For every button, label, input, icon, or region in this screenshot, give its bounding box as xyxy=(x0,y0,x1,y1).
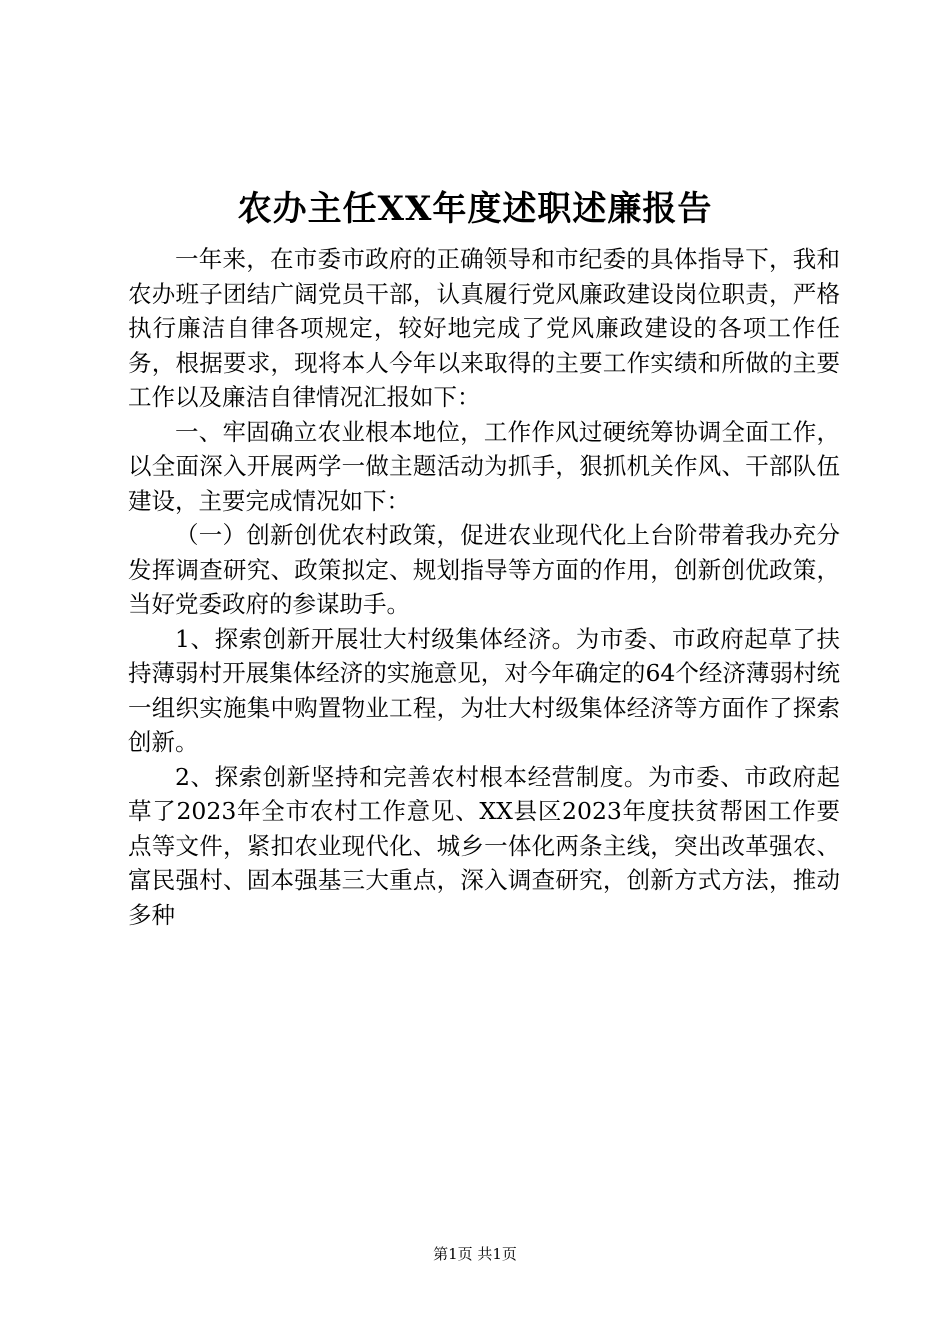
page-title: 农办主任XX年度述职述廉报告 xyxy=(237,189,713,229)
document-body xyxy=(128,242,840,932)
paragraph-subsection-1: （一）创新创优农村政策，促进农业现代化上台阶带着我办充分发挥调查研究、政策拟定、规划指导等方面的作用，创新创优政策，当好党委政府的参谋助手。 xyxy=(128,521,840,618)
paragraph-item-1: 1、探索创新开展壮大村级集体经济。为市委、市政府起草了扶持薄弱村开展集体经济的实施意见，对今年确定的64个经济薄弱村统一组织实施集中购置物业工程，为壮大村级集体经济等方面作了探索创新。 xyxy=(128,624,840,756)
paragraph-item-2: 2、探索创新坚持和完善农村根本经营制度。为市委、市政府起草了2023年全市农村工作意见、XX县区2023年度扶贫帮困工作要点等文件，紧扣农业现代化、城乡一体化两条主线，突出改革强农、富民强村、固本强基三大重点，深入调查研究，创新方式方法，推动多种 xyxy=(128,762,840,929)
paragraph-intro: 一年来，在市委市政府的正确领导和市纪委的具体指导下，我和农办班子团结广阔党员干部，认真履行党风廉政建设岗位职责，严格执行廉洁自律各项规定，较好地完成了党风廉政建设的各项工作任务，根据要求，现将本人今年以来取得的主要工作实绩和所做的主要工作以及廉洁自律情况汇报如下： xyxy=(128,245,840,411)
page-footer: 第1页 共1页 xyxy=(433,1245,517,1263)
paragraph-section-1: 一、牢固确立农业根本地位，工作作风过硬统筹协调全面工作，以全面深入开展两学一做主题活动为抓手，狠抓机关作风、干部队伍建设，主要完成情况如下： xyxy=(128,417,840,515)
